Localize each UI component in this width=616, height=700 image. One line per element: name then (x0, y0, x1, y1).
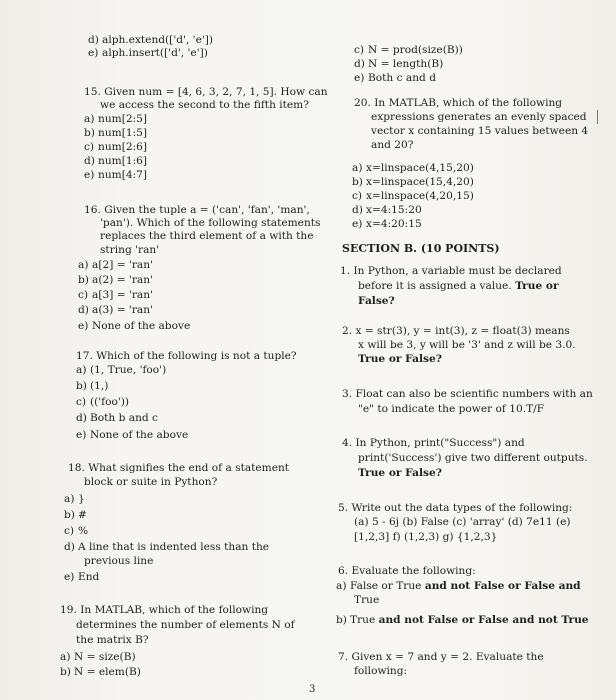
option-d: d) Both b and c (76, 412, 158, 424)
option-e: e) None of the above (78, 320, 191, 332)
statement-4-line: print('Success') give two different outputs. (358, 452, 588, 464)
option-d: d) A line that is indented less than the (64, 541, 270, 553)
question-15-line: we access the second to the fifth item? (100, 99, 309, 111)
question-18: 18. What signifies the end of a statement (68, 462, 290, 474)
statement-7-line: following: (354, 665, 408, 677)
option-e: e) Both c and d (354, 72, 436, 84)
option-c: c) num[2:6] (84, 141, 148, 153)
statement-2-line: x will be 3, y will be '3' and z will be 3.0. (358, 339, 576, 351)
question-16: 16. Given the tuple a = ('can', 'fan', 'man', (84, 204, 310, 216)
option-e: e) alph.insert(['d', 'e']) (88, 47, 208, 59)
question-16-line: replaces the third element of a with the (100, 230, 314, 242)
option-e: e) x=4:20:15 (352, 218, 422, 230)
option-d-cont: previous line (84, 555, 154, 567)
statement-3: 3. Float can also be scientific numbers with an (342, 388, 593, 400)
option-d: d) alph.extend(['d', 'e']) (88, 34, 214, 46)
question-18-line: block or suite in Python? (84, 476, 218, 488)
statement-2-line: True or False? (358, 353, 442, 365)
option-b: b) x=linspace(15,4,20) (352, 176, 474, 188)
statement-4: 4. In Python, print("Success") and (342, 437, 525, 449)
option-c: c) x=linspace(4,20,15) (352, 190, 474, 202)
question-20: 20. In MATLAB, which of the following (354, 97, 563, 109)
statement-6-a-line: True (354, 594, 380, 606)
statement-4-line: True or False? (358, 467, 442, 479)
question-20-line: vector x containing 15 values between 4 (371, 125, 589, 137)
question-16-line: 'pan'). Which of the following statements (100, 217, 321, 229)
question-19-line: the matrix B? (76, 634, 149, 646)
question-19: 19. In MATLAB, which of the following (60, 604, 269, 616)
option-b: b) N = elem(B) (60, 666, 141, 678)
option-c: c) a[3] = 'ran' (78, 289, 153, 301)
option-c: c) (('foo')) (76, 396, 130, 408)
option-d: d) a(3) = 'ran' (78, 304, 153, 316)
option-a: a) (1, True, 'foo') (76, 364, 167, 376)
statement-5-line: (a) 5 - 6j (b) False (c) 'array' (d) 7e11 (e) (354, 516, 571, 528)
option-c: c) N = prod(size(B)) (354, 44, 463, 56)
option-c: c) % (64, 525, 89, 537)
option-a: a) a[2] = 'ran' (78, 259, 153, 271)
question-20-line: and 20? (371, 139, 414, 151)
statement-7: 7. Given x = 7 and y = 2. Evaluate the (338, 651, 544, 663)
statement-6-a: a) False or True and not False or False and (336, 580, 581, 592)
option-a: a) num[2:5] (84, 113, 148, 125)
option-b: b) num[1:5] (84, 127, 148, 139)
statement-5-line: [1,2,3] f) (1,2,3) g) {1,2,3} (354, 531, 498, 543)
statement-3-line: "e" to indicate the power of 10.T/F (358, 403, 545, 415)
margin-mark (597, 110, 598, 124)
statement-1-line: False? (358, 295, 395, 307)
question-17: 17. Which of the following is not a tuple? (76, 350, 297, 362)
option-a: a) N = size(B) (60, 651, 136, 663)
option-d: d) num[1:6] (84, 155, 148, 167)
option-e: e) End (64, 571, 100, 583)
section-b-heading: SECTION B. (10 POINTS) (342, 242, 500, 255)
option-b: b) # (64, 509, 87, 521)
option-e: e) num[4:7] (84, 169, 148, 181)
statement-1-line: before it is assigned a value. True or (358, 280, 559, 292)
statement-5: 5. Write out the data types of the following: (338, 502, 573, 514)
question-19-line: determines the number of elements N of (76, 619, 295, 631)
option-a: a) x=linspace(4,15,20) (352, 162, 474, 174)
page-number: 3 (309, 684, 316, 695)
option-e: e) None of the above (76, 429, 189, 441)
question-15: 15. Given num = [4, 6, 3, 2, 7, 1, 5]. How can (84, 86, 328, 98)
option-a: a) } (64, 493, 85, 505)
question-20-line: expressions generates an evenly spaced (371, 111, 587, 123)
option-d: d) N = length(B) (354, 58, 444, 70)
statement-6: 6. Evaluate the following: (338, 565, 476, 577)
statement-1: 1. In Python, a variable must be declared (340, 265, 562, 277)
statement-2: 2. x = str(3), y = int(3), z = float(3) means (342, 325, 570, 337)
option-b: b) a(2) = 'ran' (78, 274, 153, 286)
question-16-line: string 'ran' (100, 244, 160, 256)
statement-6-b: b) True and not False or False and not True (336, 614, 589, 626)
option-d: d) x=4:15:20 (352, 204, 422, 216)
option-b: b) (1,) (76, 380, 109, 392)
